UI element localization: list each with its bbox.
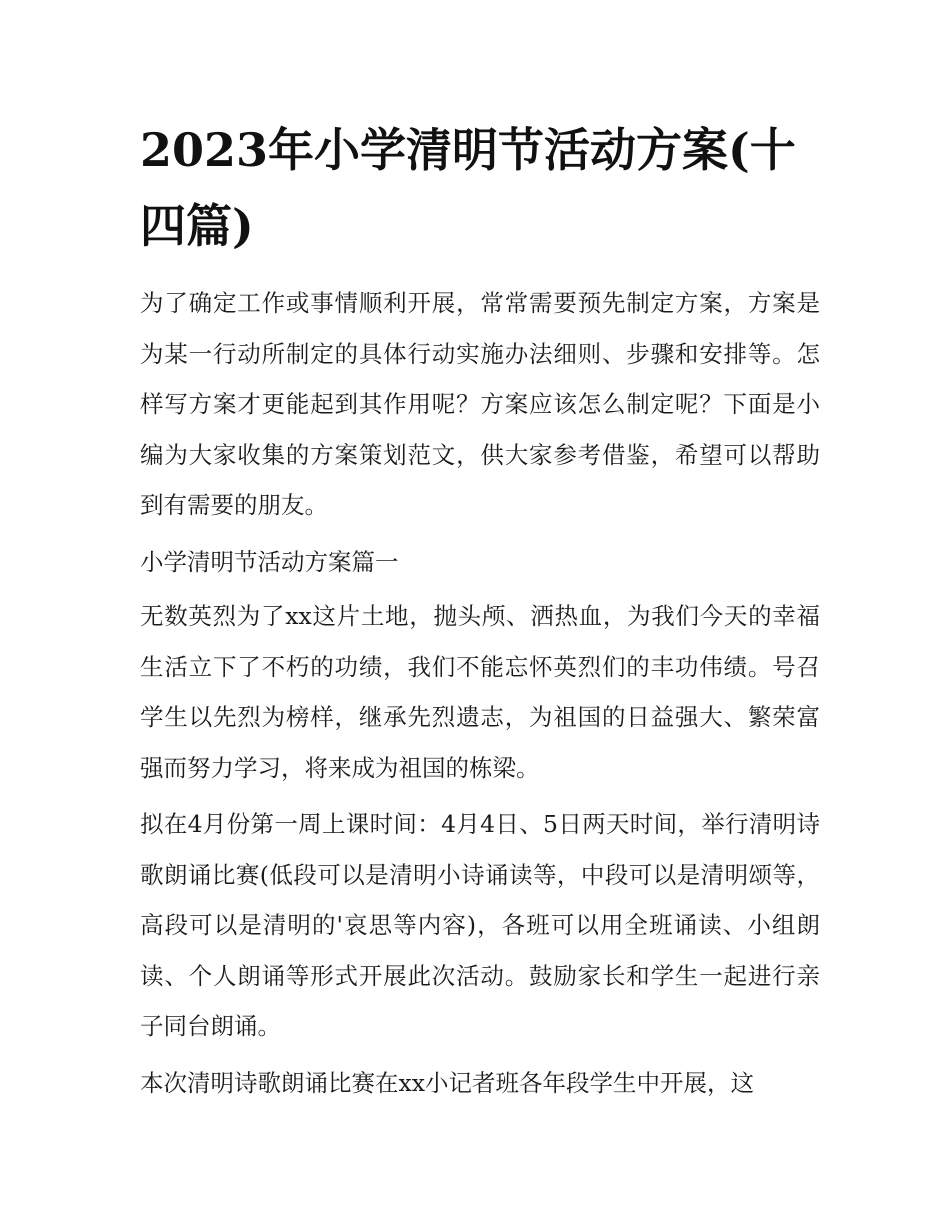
body-paragraph: 拟在4月份第一周上课时间：4月4日、5日两天时间，举行清明诗歌朗诵比赛(低段可以是清明小诗诵读等，中段可以是清明颂等，高段可以是清明的'哀思等内容)，各班可以用全班诵读、小组朗读、个人朗诵等形式开展此次活动。鼓励家长和学生一起进行亲子同台朗诵。 [140,810,820,1040]
intro-paragraph: 为了确定工作或事情顺利开展，常常需要预先制定方案，方案是为某一行动所制定的具体行动实施办法细则、步骤和安排等。怎样写方案才更能起到其作用呢？方案应该怎么制定呢？下面是小编为大家收集的方案策划范文，供大家参考借鉴，希望可以帮助到有需要的朋友。 [140,289,820,519]
document-body [140,278,820,1114]
body-paragraph: 本次清明诗歌朗诵比赛在xx小记者班各年段学生中开展，这 [140,1068,755,1097]
section-heading: 小学清明节活动方案篇一 [140,547,399,576]
document-title: 2023年小学清明节活动方案(十四篇) [140,123,796,253]
body-paragraph: 无数英烈为了xx这片土地，抛头颅、洒热血，为我们今天的幸福生活立下了不朽的功绩，我们不能忘怀英烈们的丰功伟绩。号召学生以先烈为榜样，继承先烈遗志，为祖国的日益强大、繁荣富强而努力学习，将来成为祖国的栋梁。 [140,602,820,782]
